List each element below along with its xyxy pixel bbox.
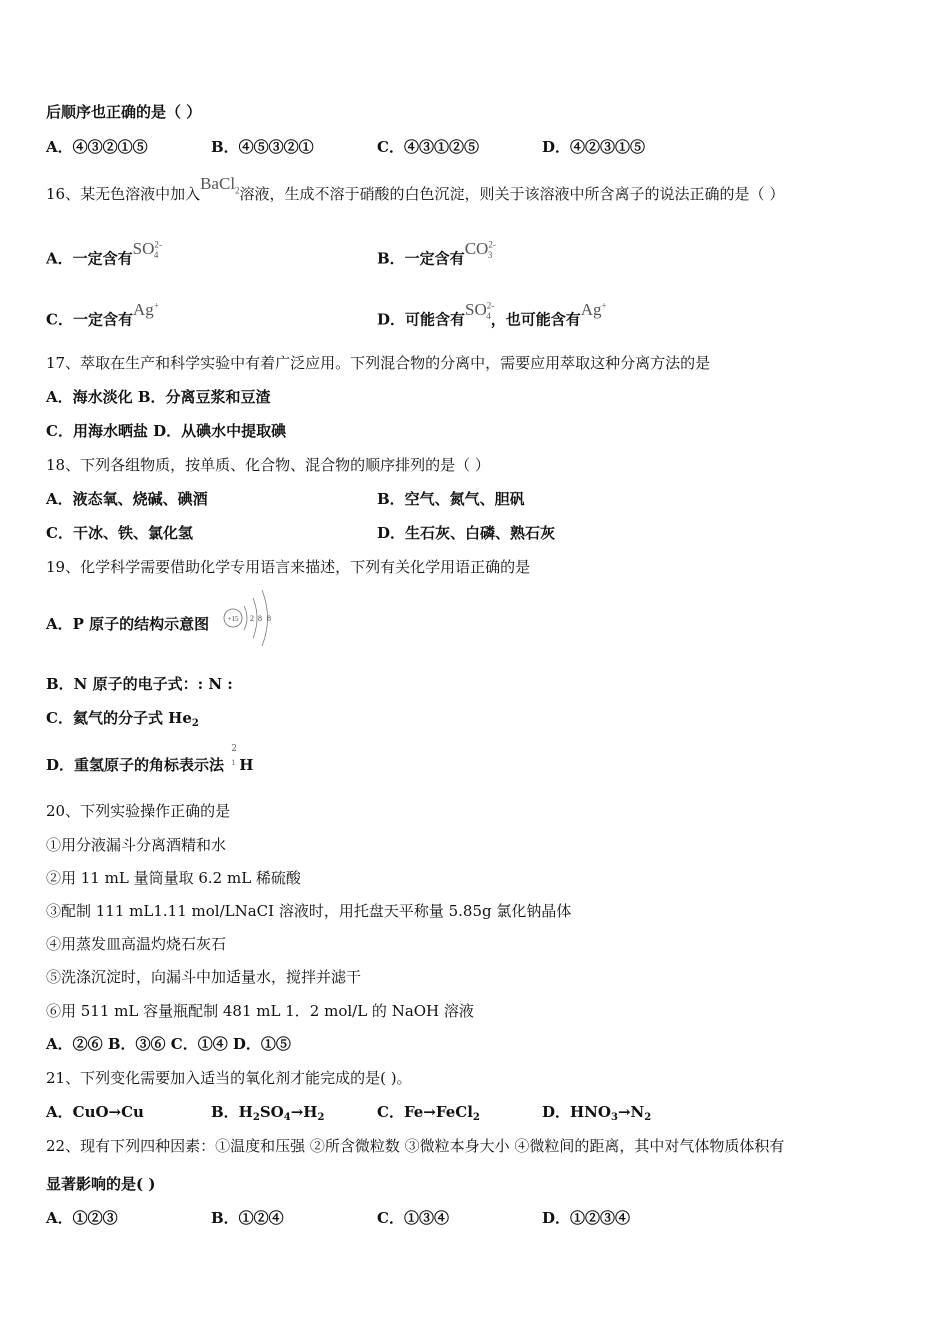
q16-option-b[interactable]: B．一定含有$CO^{2-}_3$ [377, 238, 496, 268]
shell-count: 8 [267, 614, 271, 623]
q20-item: ④用蒸发皿高温灼烧石灰石 [46, 935, 227, 953]
q22-stem: 22、现有下列四种因素：①温度和压强 ②所含微粒数 ③微粒本身大小 ④微粒间的距离，其中对气体物质体积有 [46, 1137, 785, 1155]
q18-option-c[interactable]: C．干冰、铁、氯化氢 [46, 524, 193, 542]
q21-option-c[interactable]: C．Fe→FeCl$_2$ [377, 1103, 480, 1123]
atom-structure-diagram [220, 584, 276, 648]
q15-option-a[interactable]: A．④③②①⑤ [46, 138, 148, 156]
q18-option-d[interactable]: D．生石灰、白磷、熟石灰 [377, 524, 556, 542]
shell-arc [244, 606, 247, 630]
q21-stem: 21、下列变化需要加入适当的氧化剂才能完成的是( )。 [46, 1069, 412, 1087]
q22-option-c[interactable]: C．①③④ [377, 1209, 449, 1227]
q17-options-row2[interactable]: C．用海水晒盐 D．从碘水中提取碘 [46, 422, 287, 440]
q20-item: ①用分液漏斗分离酒精和水 [46, 836, 227, 854]
shell-count: 8 [258, 614, 262, 623]
q22-option-a[interactable]: A．①②③ [46, 1209, 118, 1227]
q16-option-d[interactable]: D．可能含有$SO^{2-}_4$，也可能含有Ag+ [377, 299, 607, 329]
q20-item: ②用 11 mL 量筒量取 6.2 mL 稀硫酸 [46, 869, 301, 887]
q15-option-b[interactable]: B．④⑤③②① [211, 138, 314, 156]
q18-stem: 18、下列各组物质，按单质、化合物、混合物的顺序排列的是（ ） [46, 456, 490, 474]
q20-item: ⑤洗涤沉淀时，向漏斗中加适量水，搅拌并滤干 [46, 968, 362, 986]
q18-option-a[interactable]: A．液态氧、烧碱、碘酒 [46, 490, 208, 508]
q22-option-d[interactable]: D．①②③④ [542, 1209, 631, 1227]
q17-stem: 17、萃取在生产和科学实验中有着广泛应用。下列混合物的分离中，需要应用萃取这种分离方法的是 [46, 354, 711, 372]
q20-stem: 20、下列实验操作正确的是 [46, 802, 231, 820]
silver-ion: Ag+ [132, 299, 159, 319]
q16-stem: 16、某无色溶液中加入BaCl$_2$溶液，生成不溶于硝酸的白色沉淀，则关于该溶液中所含离子的说法正确的是（ ） [46, 174, 785, 203]
sulfate-ion: $SO^{2-}_4$ [465, 299, 495, 322]
q15-option-c[interactable]: C．④③①②⑤ [377, 138, 479, 156]
silver-ion: Ag+ [580, 299, 607, 319]
q19-stem: 19、化学科学需要借助化学专用语言来描述，下列有关化学用语正确的是 [46, 558, 531, 576]
q20-item: ⑥用 511 mL 容量瓶配制 481 mL 1．2 mol/L 的 NaOH 溶液 [46, 1002, 474, 1020]
q22-stem-cont: 显著影响的是( ) [46, 1175, 156, 1193]
q16-option-a[interactable]: A．一定含有$SO^{2-}_4$ [46, 238, 162, 268]
q19-option-c[interactable]: C．氦气的分子式 $He_2$ [46, 709, 199, 729]
shell-count: 2 [250, 614, 254, 623]
q19-option-a[interactable]: A．P 原子的结构示意图 [46, 615, 210, 633]
carbonate-ion: $CO^{2-}_3$ [464, 238, 496, 261]
q19-option-d[interactable]: D．重氢原子的角标表示法 2 1 H [46, 744, 254, 774]
sulfate-ion: $SO^{2-}_4$ [132, 238, 162, 261]
q21-option-b[interactable]: B．$H_2SO_4\to H_2$ [211, 1103, 325, 1123]
q21-option-a[interactable]: A．CuO→Cu [46, 1103, 144, 1121]
nucleus-label: +15 [227, 615, 239, 623]
q16-option-c[interactable]: C．一定含有Ag+ [46, 299, 159, 329]
q19-option-b[interactable]: B．N 原子的电子式：: N : [46, 675, 233, 693]
q17-options-row1[interactable]: A．海水淡化 B．分离豆浆和豆渣 [46, 388, 271, 406]
isotope-indices: 2 1 [231, 744, 237, 767]
q18-option-b[interactable]: B．空气、氮气、胆矾 [377, 490, 525, 508]
bacl2-formula: BaCl$_2$ [200, 174, 240, 196]
q20-item: ③配制 111 mL1.11 mol/LNaCI 溶液时，用托盘天平称量 5.85g 氯化钠晶体 [46, 902, 572, 920]
q15-stem-tail: 后顺序也正确的是（ ） [46, 103, 202, 121]
q22-option-b[interactable]: B．①②④ [211, 1209, 284, 1227]
q20-options[interactable]: A．②⑥ B．③⑥ C．①④ D．①⑤ [46, 1035, 291, 1053]
q15-option-d[interactable]: D．④②③①⑤ [542, 138, 646, 156]
q21-option-d[interactable]: D．$HNO_3\to N_2$ [542, 1103, 652, 1123]
